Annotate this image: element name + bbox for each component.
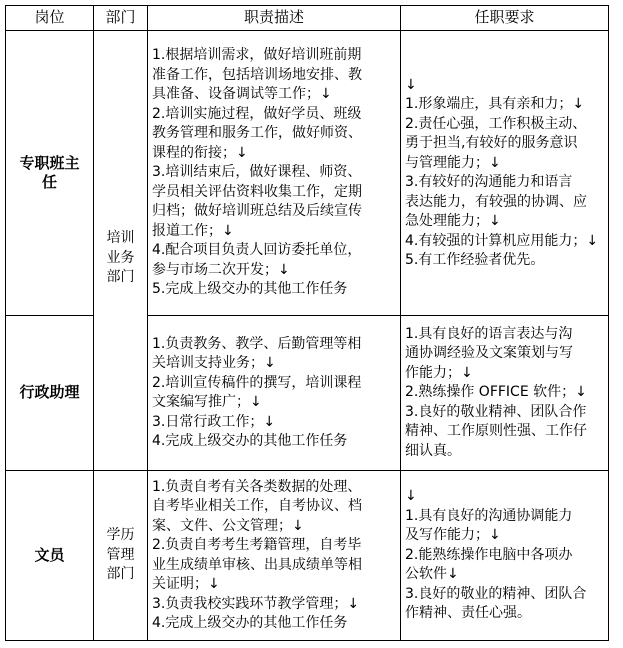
text-line: 3.负责我校实践环节教学管理；↓ bbox=[152, 595, 360, 612]
text-line: 归档；做好培训班总结及后续宣传 bbox=[152, 203, 362, 220]
requirements-cell bbox=[401, 471, 609, 641]
text-line: 2.负责自考考生考籍管理，自考毕 bbox=[152, 537, 362, 553]
department-cell bbox=[94, 316, 148, 471]
table-row bbox=[6, 316, 609, 471]
text-line: 案、文件、公文管理；↓ bbox=[152, 517, 304, 534]
text-line: 1.形象端庄，具有亲和力；↓ bbox=[405, 96, 585, 112]
position-cell bbox=[6, 471, 94, 641]
text-line: 部门 bbox=[106, 566, 135, 583]
text-line: 急处理能力；↓ bbox=[405, 213, 501, 229]
text-line: 教务管理和服务工作，做好师资、 bbox=[152, 125, 362, 142]
text-line: 与管理能力；↓ bbox=[405, 154, 501, 171]
text-line: 课程的衔接；↓ bbox=[152, 144, 248, 161]
text-line: 业务 bbox=[106, 249, 135, 266]
text-line: 专职班主 bbox=[19, 153, 80, 172]
text-line: 行政助理 bbox=[19, 383, 80, 402]
text-line: 任 bbox=[41, 173, 57, 191]
text-line: 3.良好的敬业的精神、团队合 bbox=[405, 585, 587, 602]
text-line: 5.有工作经验者优先。 bbox=[405, 252, 545, 268]
header-department: 部门 bbox=[94, 6, 148, 31]
duties-cell bbox=[148, 31, 401, 316]
text-line: 管理 bbox=[106, 546, 135, 563]
text-line: 及写作能力；↓ bbox=[405, 527, 501, 544]
text-line: 1.根据培训需求，做好培训班前期 bbox=[152, 47, 362, 64]
text-line: 1.具有良好的语言表达与沟 bbox=[405, 325, 573, 342]
header-requirements: 任职要求 bbox=[401, 6, 609, 31]
duties-cell bbox=[148, 316, 401, 471]
text-line: 自考毕业相关工作，自考协议、档 bbox=[152, 498, 362, 514]
text-line: 公软件↓ bbox=[405, 566, 459, 583]
text-line: 5.完成上级交办的其他工作任务 bbox=[152, 281, 348, 298]
table-row bbox=[6, 31, 609, 316]
text-line: 关培训支持业务；↓ bbox=[152, 355, 276, 371]
text-line: ↓ bbox=[405, 488, 417, 505]
text-line: 2.培训实施过程，做好学员、班级 bbox=[152, 105, 362, 122]
text-line: 3.有较好的沟通能力和语言 bbox=[405, 174, 573, 190]
text-line: 作精神、责任心强。 bbox=[405, 605, 531, 622]
text-line: 作能力；↓ bbox=[405, 364, 473, 381]
text-line: 4.配合项目负责人回访委托单位， bbox=[152, 242, 362, 259]
header-row bbox=[6, 6, 609, 31]
text-line: 2.能熟练操作电脑中各项办 bbox=[405, 546, 573, 563]
header-position: 岗位 bbox=[6, 6, 94, 31]
text-line: 2.熟练操作 OFFICE 软件；↓ bbox=[405, 384, 587, 401]
text-line: 培训 bbox=[106, 230, 135, 246]
text-line: 学员相关评估资料收集工作，定期 bbox=[152, 183, 362, 200]
text-line: 4.完成上级交办的其他工作任务 bbox=[152, 433, 348, 449]
duties-cell bbox=[148, 471, 401, 641]
job-table bbox=[5, 5, 609, 641]
text-line: 部门 bbox=[106, 269, 135, 285]
text-line: 细认真。 bbox=[405, 442, 461, 459]
department-cell bbox=[94, 31, 148, 316]
text-line: 文案编写推广；↓ bbox=[152, 394, 262, 410]
text-line: 3.良好的敬业精神、团队合作 bbox=[405, 403, 587, 420]
department-cell bbox=[94, 471, 148, 641]
text-line: 文员 bbox=[34, 545, 65, 564]
text-line: ↓ bbox=[405, 76, 417, 93]
requirements-cell bbox=[401, 31, 609, 316]
text-line: 2.培训宣传稿件的撰写，培训课程 bbox=[152, 374, 362, 391]
text-line: 勇于担当,有较好的服务意识 bbox=[405, 135, 578, 151]
text-line: 关证明；↓ bbox=[152, 576, 220, 592]
text-line: 准备工作，包括培训场地安排、教 bbox=[152, 66, 362, 83]
text-line: 1.负责教务、教学、后勤管理等相 bbox=[152, 335, 362, 352]
text-line: 学历 bbox=[106, 527, 135, 544]
text-line: 报道工作；↓ bbox=[152, 222, 234, 239]
text-line: 表达能力，有较强的协调、应 bbox=[405, 193, 587, 210]
text-line: 参与市场二次开发；↓ bbox=[152, 261, 290, 278]
position-cell bbox=[6, 316, 94, 471]
text-line: 业生成绩单审核、出具成绩单等相 bbox=[152, 556, 362, 573]
text-line: 3.培训结束后，做好课程、师资、 bbox=[152, 164, 362, 181]
text-line: 1.具有良好的沟通协调能力 bbox=[405, 507, 573, 524]
text-line: 4.完成上级交办的其他工作任务 bbox=[152, 615, 348, 631]
position-cell bbox=[6, 31, 94, 316]
text-line: 2.责任心强，工作积极主动、 bbox=[405, 115, 587, 132]
table-row bbox=[6, 471, 609, 641]
text-line: 4.有较强的计算机应用能力；↓ bbox=[405, 232, 599, 249]
text-line: 1.负责自考有关各类数据的处理、 bbox=[152, 478, 362, 495]
requirements-cell bbox=[401, 316, 609, 471]
header-duties: 职责描述 bbox=[148, 6, 401, 31]
text-line: 通协调经验及文案策划与写 bbox=[405, 345, 573, 362]
text-line: 精神、工作原则性强、工作仔 bbox=[405, 423, 587, 440]
text-line: 3.日常行政工作；↓ bbox=[152, 413, 276, 430]
text-line: 具准备、设备调试等工作；↓ bbox=[152, 86, 332, 103]
